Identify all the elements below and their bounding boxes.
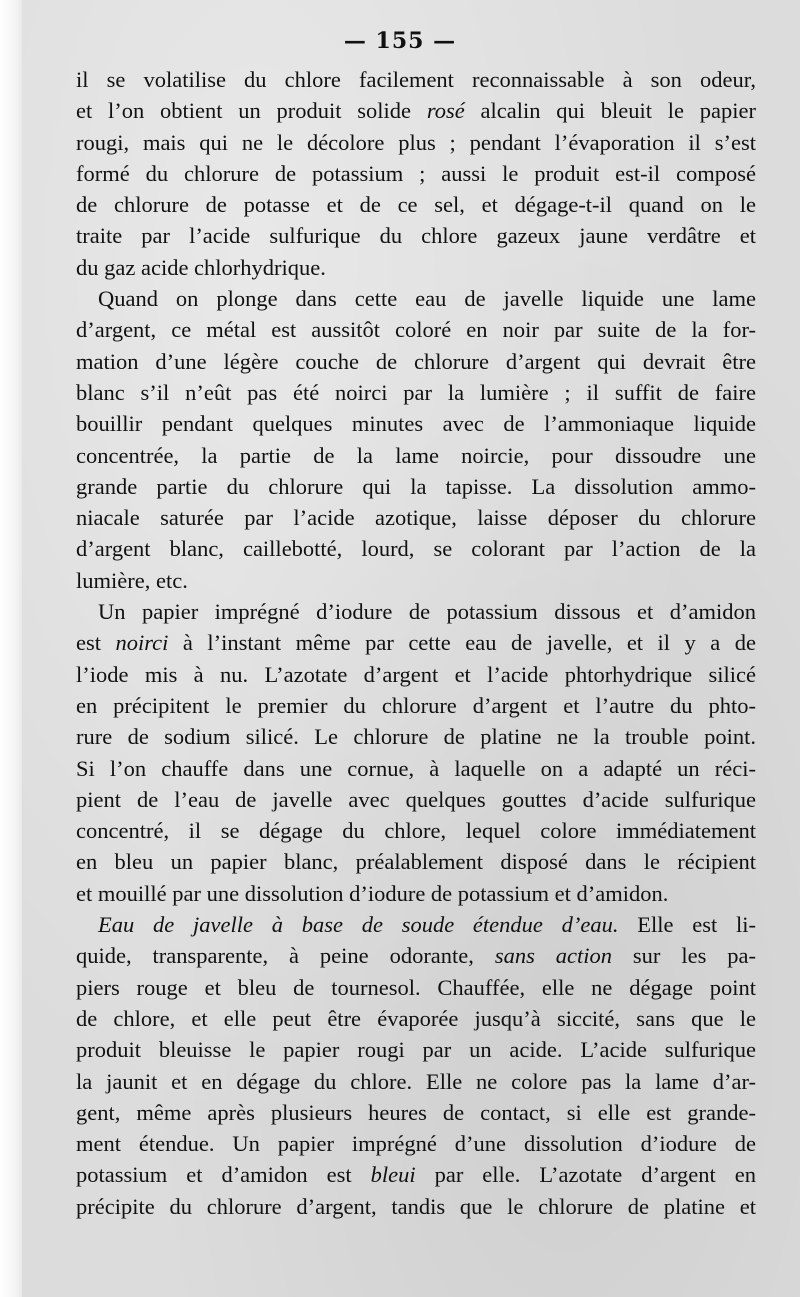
text-segment: à l’instant même par cette eau de javelle, et il y a de [168,630,757,656]
text-line [76,377,756,408]
text-segment: rougi, mais qui ne le décolore plus ; pendant l’évaporation il s’est [76,129,756,155]
text-segment: est [76,630,116,656]
text-segment: précipite du chlorure d’argent, tandis que le chlorure de platine et [76,1193,756,1219]
text-line [76,1191,756,1222]
text-segment: bouillir pendant quelques minutes avec de l’ammoniaque liquide [76,411,756,437]
text-line [76,940,756,971]
page-number: — 155 — [343,28,457,54]
text-segment: par elle. L’azotate d’argent en [415,1162,756,1188]
text-segment: de chlore, et elle peut être évaporée jusqu’à siccité, sans que le [76,1005,756,1031]
text-line [76,220,756,251]
text-line [76,596,756,627]
text-line [76,127,756,158]
text-segment: grande partie du chlorure qui la tapisse. La dissolution ammo- [76,473,756,499]
text-line [76,815,756,846]
text-segment: l’iode mis à nu. L’azotate d’argent et l’acide phtorhydrique silicé [76,661,756,687]
text-line [76,1066,756,1097]
text-line [76,502,756,533]
text-segment: lumière, etc. [76,567,188,593]
text-line [76,314,756,345]
body-text [76,64,756,1222]
text-segment: produit bleuisse le papier rougi par un acide. L’acide sulfurique [76,1037,756,1063]
text-segment: il se volatilise du chlore facilement reconnaissable à son odeur, [76,67,756,92]
text-line [76,721,756,752]
text-segment: formé du chlorure de potassium ; aussi le produit est-il composé [76,160,756,186]
text-segment: blanc s’il n’eût pas été noirci par la lumière ; il suffit de faire [76,379,756,405]
text-line [76,1128,756,1159]
italic-text: bleui [370,1162,416,1188]
text-segment: Quand on plonge dans cette eau de javelle liquide une lame [98,286,756,312]
text-line [76,972,756,1003]
text-segment: concentré, il se dégage du chlore, lequel colore immédiatement [76,818,756,844]
text-segment: sur les pa- [612,943,756,969]
text-segment: ment étendue. Un papier imprégné d’une dissolution d’iodure de [76,1131,756,1157]
text-line [76,1003,756,1034]
text-segment: potassium et d’amidon est [76,1162,371,1188]
text-line [76,909,756,940]
text-line [76,283,756,314]
text-line [76,95,756,126]
italic-text: Eau de javelle à base de soude étendue d’eau. [98,912,619,938]
text-line [76,158,756,189]
text-segment: traite par l’acide sulfurique du chlore gazeux jaune verdâtre et [76,223,756,249]
text-segment: Si l’on chauffe dans une cornue, à laquelle on a adapté un réci- [76,755,756,781]
text-segment: quide, transparente, à peine odorante, [76,943,495,969]
text-line [76,440,756,471]
italic-text: noirci [115,630,169,656]
text-segment: concentrée, la partie de la lame noircie, pour dissoudre une [76,442,756,468]
text-line [76,64,756,95]
text-line [76,690,756,721]
text-segment: pient de l’eau de javelle avec quelques gouttes d’acide sulfurique [76,786,756,812]
text-segment: du gaz acide chlorhydrique. [76,254,326,280]
text-line [76,1034,756,1065]
text-segment: de chlorure de potasse et de ce sel, et dégage-t-il quand on le [76,192,756,218]
text-line [76,627,756,658]
text-segment: en bleu un papier blanc, préalablement disposé dans le récipient [76,849,756,875]
text-line [76,189,756,220]
text-line [76,565,756,596]
text-line [76,659,756,690]
text-segment: piers rouge et bleu de tournesol. Chauffée, elle ne dégage point [76,974,756,1000]
text-segment: niacale saturée par l’acide azotique, laisse déposer du chlorure [76,505,756,531]
text-segment: alcalin qui bleuit le papier [464,98,756,124]
text-line [76,1097,756,1128]
text-line [76,408,756,439]
text-line [76,471,756,502]
text-line [76,784,756,815]
text-segment: gent, même après plusieurs heures de contact, si elle est grande- [76,1099,756,1125]
text-segment: mation d’une légère couche de chlorure d’argent qui devrait être [76,348,756,374]
italic-text: rosé [426,98,465,124]
text-line [76,846,756,877]
text-segment: d’argent, ce métal est aussitôt coloré en noir par suite de la for- [76,317,756,343]
text-segment: et mouillé par une dissolution d’iodure de potassium et d’amidon. [76,880,669,906]
text-segment: d’argent blanc, caillebotté, lourd, se colorant par l’action de la [76,536,756,562]
text-segment: rure de sodium silicé. Le chlorure de platine ne la trouble point. [76,724,756,750]
italic-text: sans action [494,943,612,969]
text-segment: en précipitent le premier du chlorure d’argent et l’autre du phto- [76,692,756,718]
text-line [76,346,756,377]
text-segment: Un papier imprégné d’iodure de potassium dissous et d’amidon [98,599,756,625]
text-segment: la jaunit et en dégage du chlore. Elle ne colore pas la lame d’ar- [76,1068,756,1094]
text-line [76,753,756,784]
text-line [76,533,756,564]
text-line [76,878,756,909]
text-segment: et l’on obtient un produit solide [76,98,427,124]
text-line [76,252,756,283]
text-segment: Elle est li- [618,912,756,938]
text-line [76,1159,756,1190]
